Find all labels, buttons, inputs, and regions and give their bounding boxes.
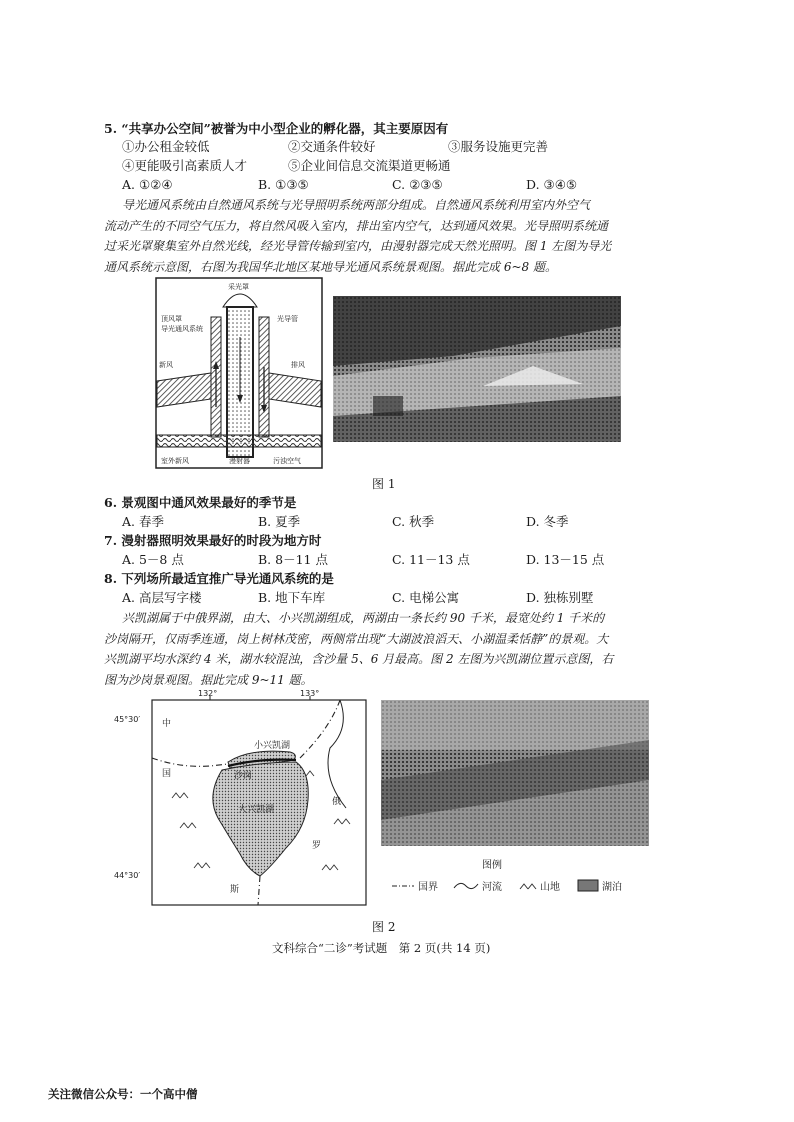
label-light-pipe: 光导管 bbox=[277, 315, 298, 323]
q6-option-b: B. 夏季 bbox=[258, 514, 301, 529]
intro2-line-3: 兴凯湖平均水深约 4 米，湖水较混浊，含沙量 5、6 月最高。图 2 左图为兴凯湖位置示意图，右 bbox=[104, 652, 614, 666]
intro-paragraph-1 bbox=[104, 195, 611, 277]
intro-paragraph-2 bbox=[104, 608, 613, 690]
lon-label-132: 132° bbox=[198, 689, 218, 698]
fig1-ventilation-diagram bbox=[155, 277, 323, 469]
map-label-big-lake: 大兴凯湖 bbox=[238, 805, 275, 815]
q5-stem: 5. “共享办公空间”被誉为中小型企业的孵化器，其主要原因有 bbox=[104, 121, 449, 136]
q6-option-d: D. 冬季 bbox=[526, 514, 569, 529]
label-system: 导光通风系统 bbox=[161, 325, 203, 333]
legend-svg bbox=[390, 876, 650, 896]
legend-lake: 湖泊 bbox=[602, 882, 622, 893]
q5-option-d: D. ③④⑤ bbox=[526, 177, 578, 192]
q7-option-b: B. 8－11 点 bbox=[258, 552, 328, 567]
q5-option-a: A. ①②④ bbox=[122, 177, 173, 192]
fig2-sand-ridge-photo bbox=[381, 700, 649, 846]
intro2-line-2: 沙岗隔开，仅雨季连通，岗上树林茂密，两侧常出现“大湖波浪滔天、小湖温柔恬静”的景观。大 bbox=[104, 631, 609, 646]
intro1-line-1: 导光通风系统由自然通风系统与光导照明系统两部分组成。自然通风系统利用室内外空气 bbox=[122, 198, 591, 212]
map-label-si: 斯 bbox=[230, 885, 240, 895]
intro1-line-2: 流动产生的不同空气压力，将自然风吸入室内，排出室内空气，达到通风效果。光导照明系统通 bbox=[104, 218, 609, 233]
intro2-line-4: 图为沙岗景观图。据此完成 9~11 题。 bbox=[104, 672, 313, 687]
intro1-line-4: 通风系统示意图，右图为我国华北地区某地导光通风系统景观图。据此完成 6~8 题。 bbox=[104, 259, 557, 274]
q7-option-a: A. 5－8 点 bbox=[122, 552, 184, 567]
q5-option-c: C. ②③⑤ bbox=[392, 177, 443, 192]
sand-ridge-photo-svg bbox=[381, 700, 649, 846]
q8-option-a: A. 高层写字楼 bbox=[122, 590, 202, 605]
page-footer: 文科综合“二诊”考试题 第 2 页(共 14 页) bbox=[272, 941, 491, 955]
q5-item-3: ③服务设施更完善 bbox=[448, 139, 549, 154]
q8-option-b: B. 地下车库 bbox=[258, 590, 326, 605]
q8-stem: 8. 下列场所最适宜推广导光通风系统的是 bbox=[104, 571, 334, 586]
fig1-caption: 图 1 bbox=[372, 477, 396, 491]
legend-river: 河流 bbox=[482, 882, 502, 893]
label-stale-air: 污浊空气 bbox=[273, 457, 301, 465]
fig2-caption: 图 2 bbox=[372, 920, 396, 934]
map-label-zhong: 中 bbox=[162, 719, 172, 729]
lon-label-133: 133° bbox=[300, 689, 320, 698]
label-fresh-air: 新风 bbox=[159, 361, 173, 369]
lat-label-45-30: 45°30′ bbox=[114, 715, 141, 724]
fig2-location-map bbox=[110, 688, 372, 910]
fig2-legend bbox=[390, 876, 650, 896]
lat-label-44-30: 44°30′ bbox=[114, 871, 141, 880]
q7-stem: 7. 漫射器照明效果最好的时段为地方时 bbox=[104, 533, 322, 548]
label-diffuser: 漫射器 bbox=[229, 457, 250, 465]
q5-item-2: ②交通条件较好 bbox=[288, 139, 376, 154]
intro2-line-1: 兴凯湖属于中俄界湖，由大、小兴凯湖组成，两湖由一条长约 90 千米，最宽处约 1 千米的 bbox=[122, 611, 605, 625]
legend-title: 图例 bbox=[482, 860, 502, 871]
q8-option-c: C. 电梯公寓 bbox=[392, 590, 460, 605]
q6-option-c: C. 秋季 bbox=[392, 514, 435, 529]
label-fresh-air-outside: 室外新风 bbox=[161, 457, 189, 465]
landscape-photo-svg bbox=[333, 296, 621, 442]
map-label-small-lake: 小兴凯湖 bbox=[254, 741, 291, 751]
legend-mountain: 山地 bbox=[540, 882, 560, 893]
q7-option-c: C. 11－13 点 bbox=[392, 552, 470, 567]
ventilation-diagram-svg bbox=[155, 277, 323, 469]
fig1-landscape-photo bbox=[333, 296, 621, 442]
q8-option-d: D. 独栋别墅 bbox=[526, 590, 594, 605]
intro1-line-3: 过采光罩聚集室外自然光线，经光导管传输到室内，由漫射器完成天然光照明。图 1 左图为导光 bbox=[104, 239, 612, 253]
legend-border: 国界 bbox=[418, 882, 438, 893]
q5-option-b: B. ①③⑤ bbox=[258, 177, 309, 192]
map-label-sand-ridge: 沙岗 bbox=[234, 771, 253, 781]
q6-stem: 6. 景观图中通风效果最好的季节是 bbox=[104, 495, 297, 510]
location-map-svg bbox=[110, 688, 372, 910]
map-label-guo: 国 bbox=[162, 769, 172, 779]
q5-item-4: ④更能吸引高素质人才 bbox=[122, 158, 248, 173]
map-label-luo: 罗 bbox=[312, 841, 322, 851]
watermark: 关注微信公众号：一个高中僧 bbox=[48, 1087, 198, 1101]
map-label-e: 俄 bbox=[332, 797, 342, 807]
label-daylight-dome: 采光罩 bbox=[228, 283, 249, 291]
q6-option-a: A. 春季 bbox=[122, 514, 164, 529]
label-wind-cap: 顶风罩 bbox=[161, 315, 182, 323]
q5-item-5: ⑤企业间信息交流渠道更畅通 bbox=[288, 158, 451, 173]
q5-item-1: ①办公租金较低 bbox=[122, 139, 210, 154]
label-exhaust: 排风 bbox=[291, 361, 305, 369]
q7-option-d: D. 13－15 点 bbox=[526, 552, 605, 567]
